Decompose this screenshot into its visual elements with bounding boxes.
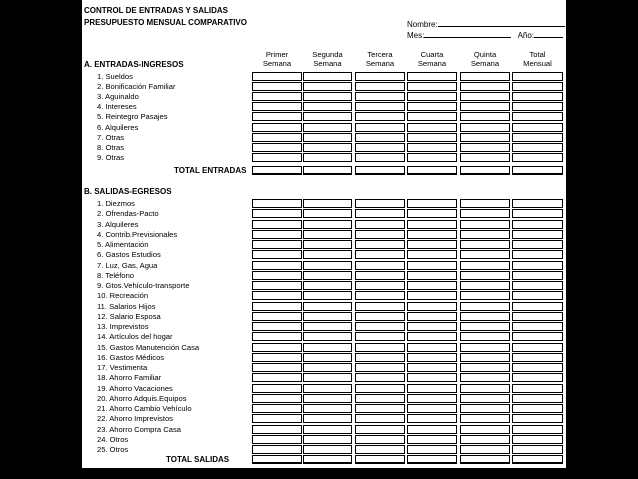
input-cell[interactable] xyxy=(355,312,405,321)
input-cell[interactable] xyxy=(460,199,510,208)
input-cell[interactable] xyxy=(355,343,405,352)
input-cell[interactable] xyxy=(252,230,302,239)
total-input-cell[interactable] xyxy=(407,166,457,175)
input-cell[interactable] xyxy=(407,102,457,111)
input-cell[interactable] xyxy=(512,343,563,352)
input-cell[interactable] xyxy=(303,220,352,229)
input-cell[interactable] xyxy=(460,394,510,403)
column-header-line1: Quinta xyxy=(473,50,497,59)
anio-line xyxy=(534,30,563,38)
input-cell[interactable] xyxy=(252,220,302,229)
input-cell[interactable] xyxy=(407,133,457,142)
input-cell[interactable] xyxy=(355,143,405,152)
line-item-label: 4. Intereses xyxy=(97,102,137,112)
input-cell[interactable] xyxy=(252,143,302,152)
input-cell[interactable] xyxy=(355,220,405,229)
input-cell[interactable] xyxy=(355,384,405,393)
salidas-title: B. SALIDAS-EGRESOS xyxy=(84,187,172,196)
input-cell[interactable] xyxy=(355,445,405,454)
input-cell[interactable] xyxy=(407,261,457,270)
input-cell[interactable] xyxy=(460,209,510,218)
input-cell[interactable] xyxy=(512,404,563,413)
input-cell[interactable] xyxy=(303,363,352,372)
total-input-cell[interactable] xyxy=(512,166,563,175)
input-cell[interactable] xyxy=(512,425,563,434)
input-cell[interactable] xyxy=(355,230,405,239)
input-cell[interactable] xyxy=(407,343,457,352)
line-item-label: 1. Diezmos xyxy=(97,199,135,208)
column-header-line2: Semana xyxy=(262,59,292,68)
line-item-label: 3. Alquileres xyxy=(97,219,139,229)
input-cell[interactable] xyxy=(303,353,352,362)
input-cell[interactable] xyxy=(407,230,457,239)
input-cell[interactable] xyxy=(355,82,405,91)
input-cell[interactable] xyxy=(460,153,510,162)
input-cell[interactable] xyxy=(460,435,510,444)
input-cell[interactable] xyxy=(512,92,563,101)
input-cell[interactable] xyxy=(303,435,352,444)
total-input-cell[interactable] xyxy=(252,166,302,175)
column-header xyxy=(252,50,302,68)
input-cell[interactable] xyxy=(512,394,563,403)
input-cell[interactable] xyxy=(512,72,563,81)
input-cell[interactable] xyxy=(407,143,457,152)
input-cell[interactable] xyxy=(355,414,405,423)
input-cell[interactable] xyxy=(460,414,510,423)
input-cell[interactable] xyxy=(252,414,302,423)
input-cell[interactable] xyxy=(460,373,510,382)
input-cell[interactable] xyxy=(407,291,457,300)
column-header-line2: Semana xyxy=(365,59,395,68)
input-cell[interactable] xyxy=(355,425,405,434)
input-cell[interactable] xyxy=(252,261,302,270)
input-cell[interactable] xyxy=(252,199,302,208)
input-cell[interactable] xyxy=(460,302,510,311)
input-cell[interactable] xyxy=(512,322,563,331)
line-item-label: 1. Sueldos xyxy=(97,72,133,81)
input-cell[interactable] xyxy=(512,209,563,218)
nombre-field[interactable] xyxy=(407,19,565,29)
input-cell[interactable] xyxy=(252,72,302,81)
input-cell[interactable] xyxy=(407,414,457,423)
input-cell[interactable] xyxy=(407,209,457,218)
input-cell[interactable] xyxy=(407,240,457,249)
input-cell[interactable] xyxy=(460,133,510,142)
input-cell[interactable] xyxy=(512,332,563,341)
input-cell[interactable] xyxy=(355,404,405,413)
total-input-cell[interactable] xyxy=(407,455,457,464)
column-header-line1: Primer xyxy=(265,50,289,59)
input-cell[interactable] xyxy=(460,332,510,341)
input-cell[interactable] xyxy=(512,435,563,444)
input-cell[interactable] xyxy=(303,209,352,218)
input-cell[interactable] xyxy=(355,322,405,331)
input-cell[interactable] xyxy=(407,153,457,162)
input-cell[interactable] xyxy=(512,123,563,132)
line-item-label: 20. Ahorro Adquis.Equipos xyxy=(97,393,187,403)
column-header xyxy=(355,50,405,68)
input-cell[interactable] xyxy=(355,123,405,132)
input-cell[interactable] xyxy=(355,133,405,142)
input-cell[interactable] xyxy=(460,102,510,111)
input-cell[interactable] xyxy=(355,353,405,362)
input-cell[interactable] xyxy=(355,72,405,81)
input-cell[interactable] xyxy=(303,112,352,121)
input-cell[interactable] xyxy=(512,82,563,91)
input-cell[interactable] xyxy=(355,291,405,300)
input-cell[interactable] xyxy=(252,133,302,142)
line-item-label: 24. Otros xyxy=(97,434,129,444)
input-cell[interactable] xyxy=(355,271,405,280)
input-cell[interactable] xyxy=(512,230,563,239)
input-cell[interactable] xyxy=(512,363,563,372)
column-header-line1: Total xyxy=(529,50,546,59)
input-cell[interactable] xyxy=(355,281,405,290)
input-cell[interactable] xyxy=(407,445,457,454)
input-cell[interactable] xyxy=(512,153,563,162)
input-cell[interactable] xyxy=(252,82,302,91)
input-cell[interactable] xyxy=(355,209,405,218)
budget-sheet xyxy=(82,0,568,468)
input-cell[interactable] xyxy=(252,322,302,331)
input-cell[interactable] xyxy=(407,384,457,393)
input-cell[interactable] xyxy=(252,153,302,162)
mes-line xyxy=(424,30,511,38)
input-cell[interactable] xyxy=(355,435,405,444)
input-cell[interactable] xyxy=(407,220,457,229)
line-item-label: 7. Otras xyxy=(97,132,125,142)
input-cell[interactable] xyxy=(252,112,302,121)
input-cell[interactable] xyxy=(407,281,457,290)
input-cell[interactable] xyxy=(460,92,510,101)
input-cell[interactable] xyxy=(460,220,510,229)
column-header-line2: Semana xyxy=(417,59,447,68)
input-cell[interactable] xyxy=(252,271,302,280)
input-cell[interactable] xyxy=(303,230,352,239)
input-cell[interactable] xyxy=(460,261,510,270)
input-cell[interactable] xyxy=(252,102,302,111)
input-cell[interactable] xyxy=(303,425,352,434)
line-item-label: 14. Artículos del hogar xyxy=(97,332,173,342)
input-cell[interactable] xyxy=(512,133,563,142)
input-cell[interactable] xyxy=(252,394,302,403)
input-cell[interactable] xyxy=(252,123,302,132)
column-header-line2: Semana xyxy=(470,59,500,68)
total-entradas-label: TOTAL ENTRADAS xyxy=(174,166,247,175)
input-cell[interactable] xyxy=(460,363,510,372)
input-cell[interactable] xyxy=(303,384,352,393)
input-cell[interactable] xyxy=(303,250,352,259)
input-cell[interactable] xyxy=(407,425,457,434)
nombre-line xyxy=(438,19,565,27)
line-item-label: 7. Luz, Gas, Agua xyxy=(97,260,158,270)
input-cell[interactable] xyxy=(460,312,510,321)
line-item-label: 18. Ahorro Familiar xyxy=(97,373,162,383)
input-cell[interactable] xyxy=(303,92,352,101)
input-cell[interactable] xyxy=(407,353,457,362)
input-cell[interactable] xyxy=(460,250,510,259)
column-header-line2: Mensual xyxy=(523,59,552,68)
input-cell[interactable] xyxy=(252,302,302,311)
input-cell[interactable] xyxy=(303,343,352,352)
input-cell[interactable] xyxy=(303,271,352,280)
input-cell[interactable] xyxy=(355,261,405,270)
column-header-line1: Segunda xyxy=(312,50,343,59)
input-cell[interactable] xyxy=(460,82,510,91)
input-cell[interactable] xyxy=(512,302,563,311)
input-cell[interactable] xyxy=(303,322,352,331)
input-cell[interactable] xyxy=(303,72,352,81)
input-cell[interactable] xyxy=(460,353,510,362)
line-item-label: 22. Ahorro Imprevistos xyxy=(97,414,173,424)
input-cell[interactable] xyxy=(460,291,510,300)
total-input-cell[interactable] xyxy=(460,166,510,175)
input-cell[interactable] xyxy=(252,312,302,321)
column-header xyxy=(512,50,563,68)
input-cell[interactable] xyxy=(512,291,563,300)
input-cell[interactable] xyxy=(407,373,457,382)
input-cell[interactable] xyxy=(252,332,302,341)
total-input-cell[interactable] xyxy=(252,455,302,464)
line-item-label: 8. Teléfono xyxy=(97,270,135,280)
input-cell[interactable] xyxy=(252,209,302,218)
input-cell[interactable] xyxy=(355,250,405,259)
input-cell[interactable] xyxy=(252,373,302,382)
line-item-label: 6. Alquileres xyxy=(97,122,139,132)
input-cell[interactable] xyxy=(460,230,510,239)
input-cell[interactable] xyxy=(407,363,457,372)
line-item-label: 25. Otros xyxy=(97,445,129,454)
input-cell[interactable] xyxy=(303,404,352,413)
input-cell[interactable] xyxy=(252,435,302,444)
input-cell[interactable] xyxy=(252,343,302,352)
input-cell[interactable] xyxy=(407,82,457,91)
line-item-label: 6. Gastos Estudios xyxy=(97,250,161,260)
column-header-line1: Cuarta xyxy=(420,50,444,59)
input-cell[interactable] xyxy=(407,435,457,444)
line-item-label: 10. Recreación xyxy=(97,291,149,301)
input-cell[interactable] xyxy=(512,373,563,382)
input-cell[interactable] xyxy=(252,384,302,393)
total-salidas-label: TOTAL SALIDAS xyxy=(166,455,230,464)
line-item-label: 15. Gastos Manutención Casa xyxy=(97,342,200,352)
total-input-cell[interactable] xyxy=(303,166,352,175)
input-cell[interactable] xyxy=(407,72,457,81)
input-cell[interactable] xyxy=(252,250,302,259)
input-cell[interactable] xyxy=(303,261,352,270)
input-cell[interactable] xyxy=(303,414,352,423)
line-item-label: 11. Salarios Hijos xyxy=(97,301,156,311)
input-cell[interactable] xyxy=(407,322,457,331)
input-cell[interactable] xyxy=(252,404,302,413)
input-cell[interactable] xyxy=(355,199,405,208)
anio-label: Año: xyxy=(517,31,535,40)
column-header xyxy=(460,50,510,68)
input-cell[interactable] xyxy=(512,312,563,321)
input-cell[interactable] xyxy=(252,240,302,249)
input-cell[interactable] xyxy=(303,445,352,454)
input-cell[interactable] xyxy=(460,343,510,352)
input-cell[interactable] xyxy=(355,92,405,101)
total-input-cell[interactable] xyxy=(303,455,352,464)
input-cell[interactable] xyxy=(512,199,563,208)
input-cell[interactable] xyxy=(355,240,405,249)
input-cell[interactable] xyxy=(407,394,457,403)
input-cell[interactable] xyxy=(355,332,405,341)
line-item-label: 5. Alimentación xyxy=(97,240,149,249)
input-cell[interactable] xyxy=(460,281,510,290)
input-cell[interactable] xyxy=(407,112,457,121)
line-item-label: 21. Ahorro Cambio Vehículo xyxy=(97,404,192,413)
input-cell[interactable] xyxy=(355,112,405,121)
input-cell[interactable] xyxy=(512,220,563,229)
mes-label: Mes: xyxy=(407,31,425,40)
input-cell[interactable] xyxy=(512,271,563,280)
total-input-cell[interactable] xyxy=(460,455,510,464)
input-cell[interactable] xyxy=(303,133,352,142)
input-cell[interactable] xyxy=(512,414,563,423)
input-cell[interactable] xyxy=(460,271,510,280)
input-cell[interactable] xyxy=(512,353,563,362)
total-input-cell[interactable] xyxy=(512,455,563,464)
line-item-label: 8. Otras xyxy=(97,142,125,152)
input-cell[interactable] xyxy=(512,445,563,454)
input-cell[interactable] xyxy=(303,302,352,311)
input-cell[interactable] xyxy=(512,261,563,270)
input-cell[interactable] xyxy=(460,425,510,434)
line-item-label: 12. Salario Esposa xyxy=(97,311,161,321)
input-cell[interactable] xyxy=(355,373,405,382)
input-cell[interactable] xyxy=(512,112,563,121)
input-cell[interactable] xyxy=(252,291,302,300)
input-cell[interactable] xyxy=(460,143,510,152)
input-cell[interactable] xyxy=(303,281,352,290)
input-cell[interactable] xyxy=(460,404,510,413)
input-cell[interactable] xyxy=(252,281,302,290)
input-cell[interactable] xyxy=(460,322,510,331)
input-cell[interactable] xyxy=(512,102,563,111)
total-input-cell[interactable] xyxy=(355,455,405,464)
input-cell[interactable] xyxy=(252,92,302,101)
input-cell[interactable] xyxy=(303,199,352,208)
input-cell[interactable] xyxy=(303,394,352,403)
input-cell[interactable] xyxy=(407,123,457,132)
line-item-label: 13. Imprevistos xyxy=(97,322,149,331)
nombre-label: Nombre: xyxy=(407,20,438,29)
input-cell[interactable] xyxy=(407,271,457,280)
input-cell[interactable] xyxy=(460,112,510,121)
input-cell[interactable] xyxy=(303,102,352,111)
input-cell[interactable] xyxy=(303,123,352,132)
input-cell[interactable] xyxy=(252,353,302,362)
input-cell[interactable] xyxy=(512,143,563,152)
column-header xyxy=(303,50,352,68)
input-cell[interactable] xyxy=(252,445,302,454)
input-cell[interactable] xyxy=(303,143,352,152)
mes-field[interactable] xyxy=(407,30,563,40)
input-cell[interactable] xyxy=(252,363,302,372)
input-cell[interactable] xyxy=(407,92,457,101)
input-cell[interactable] xyxy=(252,425,302,434)
line-item-label: 2. Bonificación Familiar xyxy=(97,82,176,92)
input-cell[interactable] xyxy=(460,384,510,393)
line-item-label: 2. Ofrendas-Pacto xyxy=(97,209,159,219)
input-cell[interactable] xyxy=(407,302,457,311)
input-cell[interactable] xyxy=(407,250,457,259)
total-input-cell[interactable] xyxy=(355,166,405,175)
input-cell[interactable] xyxy=(303,312,352,321)
input-cell[interactable] xyxy=(355,153,405,162)
sheet-subtitle: PRESUPUESTO MENSUAL COMPARATIVO xyxy=(84,18,247,27)
line-item-label: 23. Ahorro Compra Casa xyxy=(97,424,181,434)
input-cell[interactable] xyxy=(512,281,563,290)
input-cell[interactable] xyxy=(460,240,510,249)
line-item-label: 19. Ahorro Vacaciones xyxy=(97,383,173,393)
input-cell[interactable] xyxy=(512,384,563,393)
input-cell[interactable] xyxy=(303,291,352,300)
line-item-label: 16. Gastos Médicos xyxy=(97,352,165,362)
input-cell[interactable] xyxy=(303,240,352,249)
input-cell[interactable] xyxy=(407,332,457,341)
line-item-label: 5. Reintegro Pasajes xyxy=(97,112,168,122)
entradas-title: A. ENTRADAS-INGRESOS xyxy=(84,60,184,69)
input-cell[interactable] xyxy=(407,312,457,321)
input-cell[interactable] xyxy=(407,404,457,413)
input-cell[interactable] xyxy=(355,363,405,372)
input-cell[interactable] xyxy=(355,102,405,111)
input-cell[interactable] xyxy=(460,445,510,454)
sheet-title: CONTROL DE ENTRADAS Y SALIDAS xyxy=(84,6,229,15)
input-cell[interactable] xyxy=(355,302,405,311)
input-cell[interactable] xyxy=(355,394,405,403)
line-item-label: 9. Otras xyxy=(97,152,125,162)
line-item-label: 3. Aguinaldo xyxy=(97,92,139,102)
column-header xyxy=(407,50,457,68)
input-cell[interactable] xyxy=(512,250,563,259)
line-item-label: 4. Contrib.Previsionales xyxy=(97,229,178,239)
input-cell[interactable] xyxy=(303,82,352,91)
column-header-line1: Tercera xyxy=(367,50,393,59)
column-header-line2: Semana xyxy=(313,59,342,68)
line-item-label: 9. Gtos.Vehículo-transporte xyxy=(97,281,190,290)
input-cell[interactable] xyxy=(303,153,352,162)
input-cell[interactable] xyxy=(407,199,457,208)
line-item-label: 17. Vestimenta xyxy=(97,363,148,372)
input-cell[interactable] xyxy=(303,332,352,341)
input-cell[interactable] xyxy=(460,123,510,132)
input-cell[interactable] xyxy=(512,240,563,249)
input-cell[interactable] xyxy=(303,373,352,382)
input-cell[interactable] xyxy=(460,72,510,81)
